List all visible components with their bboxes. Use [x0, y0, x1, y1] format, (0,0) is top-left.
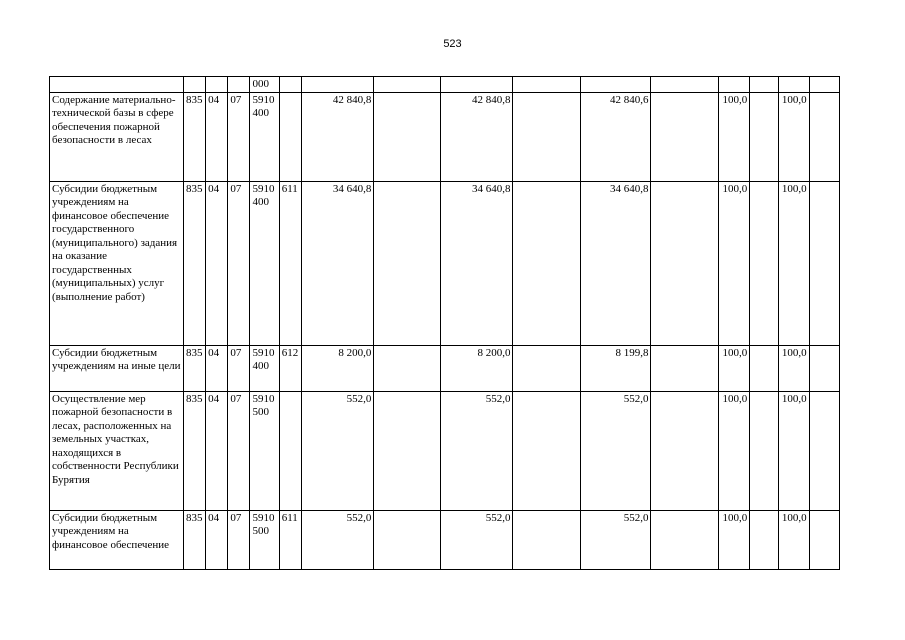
plan-amount-cell: 34 640,8 [440, 181, 513, 345]
executed-amount-cell: 552,0 [580, 391, 651, 510]
empty-cell [651, 181, 719, 345]
subsection-code-cell: 07 [228, 181, 250, 345]
empty-cell [750, 345, 779, 391]
target-code-cell: 5910 500 [250, 391, 279, 510]
empty-cell [374, 345, 441, 391]
approved-amount-cell: 8 200,0 [301, 345, 374, 391]
empty-cell [513, 77, 581, 93]
empty-cell [809, 181, 839, 345]
executed-amount-cell: 42 840,6 [580, 92, 651, 181]
empty-cell [809, 92, 839, 181]
section-code-cell: 04 [206, 391, 228, 510]
row-name-cell: Субсидии бюджетным учреждениям на иные цели [50, 345, 184, 391]
empty-cell [651, 77, 719, 93]
empty-cell [651, 510, 719, 569]
percent-approved-cell: 100,0 [779, 92, 809, 181]
expense-type-cell [279, 77, 301, 93]
empty-cell [513, 510, 581, 569]
ministry-code-cell: 835 [184, 181, 206, 345]
subsection-code-cell: 07 [228, 510, 250, 569]
executed-amount-cell: 34 640,8 [580, 181, 651, 345]
percent-approved-cell: 100,0 [779, 391, 809, 510]
expense-type-cell [279, 92, 301, 181]
plan-amount-cell [440, 77, 513, 93]
target-code-cell: 000 [250, 77, 279, 93]
plan-amount-cell: 42 840,8 [440, 92, 513, 181]
empty-cell [374, 510, 441, 569]
table-row [50, 391, 840, 510]
percent-plan-cell: 100,0 [718, 345, 749, 391]
executed-amount-cell: 8 199,8 [580, 345, 651, 391]
row-name-cell [50, 77, 184, 93]
section-code-cell: 04 [206, 510, 228, 569]
percent-plan-cell [718, 77, 749, 93]
ministry-code-cell: 835 [184, 345, 206, 391]
empty-cell [809, 391, 839, 510]
row-name-cell: Содержание материально-технической базы в сфере обеспечения пожарной безопасности в лесах [50, 92, 184, 181]
empty-cell [750, 181, 779, 345]
plan-amount-cell: 552,0 [440, 510, 513, 569]
section-code-cell: 04 [206, 181, 228, 345]
section-code-cell: 04 [206, 345, 228, 391]
percent-plan-cell: 100,0 [718, 181, 749, 345]
percent-approved-cell [779, 77, 809, 93]
ministry-code-cell: 835 [184, 92, 206, 181]
empty-cell [651, 391, 719, 510]
empty-cell [750, 92, 779, 181]
row-name-cell: Субсидии бюджетным учреждениям на финансовое обеспечение [50, 510, 184, 569]
section-code-cell [206, 77, 228, 93]
ministry-code-cell [184, 77, 206, 93]
table-row [50, 181, 840, 345]
empty-cell [513, 181, 581, 345]
target-code-cell: 5910 400 [250, 181, 279, 345]
subsection-code-cell: 07 [228, 391, 250, 510]
empty-cell [374, 181, 441, 345]
empty-cell [513, 391, 581, 510]
section-code-cell: 04 [206, 92, 228, 181]
approved-amount-cell [301, 77, 374, 93]
target-code-cell: 5910 400 [250, 345, 279, 391]
plan-amount-cell: 552,0 [440, 391, 513, 510]
table-row [50, 345, 840, 391]
empty-cell [513, 345, 581, 391]
empty-cell [374, 92, 441, 181]
empty-cell [809, 345, 839, 391]
table-row [50, 510, 840, 569]
percent-approved-cell: 100,0 [779, 181, 809, 345]
percent-approved-cell: 100,0 [779, 510, 809, 569]
executed-amount-cell [580, 77, 651, 93]
empty-cell [809, 510, 839, 569]
percent-plan-cell: 100,0 [718, 391, 749, 510]
approved-amount-cell: 34 640,8 [301, 181, 374, 345]
budget-table [49, 76, 840, 570]
expense-type-cell: 611 [279, 510, 301, 569]
percent-approved-cell: 100,0 [779, 345, 809, 391]
expense-type-cell [279, 391, 301, 510]
table-row [50, 77, 840, 93]
row-name-cell: Осуществление мер пожарной безопасности в лесах, расположенных на земельных участках, находящихся в собственности Республики Бурятия [50, 391, 184, 510]
empty-cell [750, 77, 779, 93]
approved-amount-cell: 552,0 [301, 510, 374, 569]
empty-cell [809, 77, 839, 93]
empty-cell [651, 345, 719, 391]
subsection-code-cell: 07 [228, 345, 250, 391]
percent-plan-cell: 100,0 [718, 92, 749, 181]
empty-cell [374, 391, 441, 510]
expense-type-cell: 612 [279, 345, 301, 391]
approved-amount-cell: 42 840,8 [301, 92, 374, 181]
expense-type-cell: 611 [279, 181, 301, 345]
subsection-code-cell [228, 77, 250, 93]
table-row [50, 92, 840, 181]
empty-cell [651, 92, 719, 181]
approved-amount-cell: 552,0 [301, 391, 374, 510]
empty-cell [374, 77, 441, 93]
percent-plan-cell: 100,0 [718, 510, 749, 569]
ministry-code-cell: 835 [184, 391, 206, 510]
target-code-cell: 5910 500 [250, 510, 279, 569]
page-number: 523 [443, 38, 462, 50]
empty-cell [513, 92, 581, 181]
empty-cell [750, 391, 779, 510]
row-name-cell: Субсидии бюджетным учреждениям на финансовое обеспечение государственного (муниципального) задания на оказание государственных (муниципальных) услуг (выполнение работ) [50, 181, 184, 345]
executed-amount-cell: 552,0 [580, 510, 651, 569]
plan-amount-cell: 8 200,0 [440, 345, 513, 391]
target-code-cell: 5910 400 [250, 92, 279, 181]
empty-cell [750, 510, 779, 569]
subsection-code-cell: 07 [228, 92, 250, 181]
ministry-code-cell: 835 [184, 510, 206, 569]
